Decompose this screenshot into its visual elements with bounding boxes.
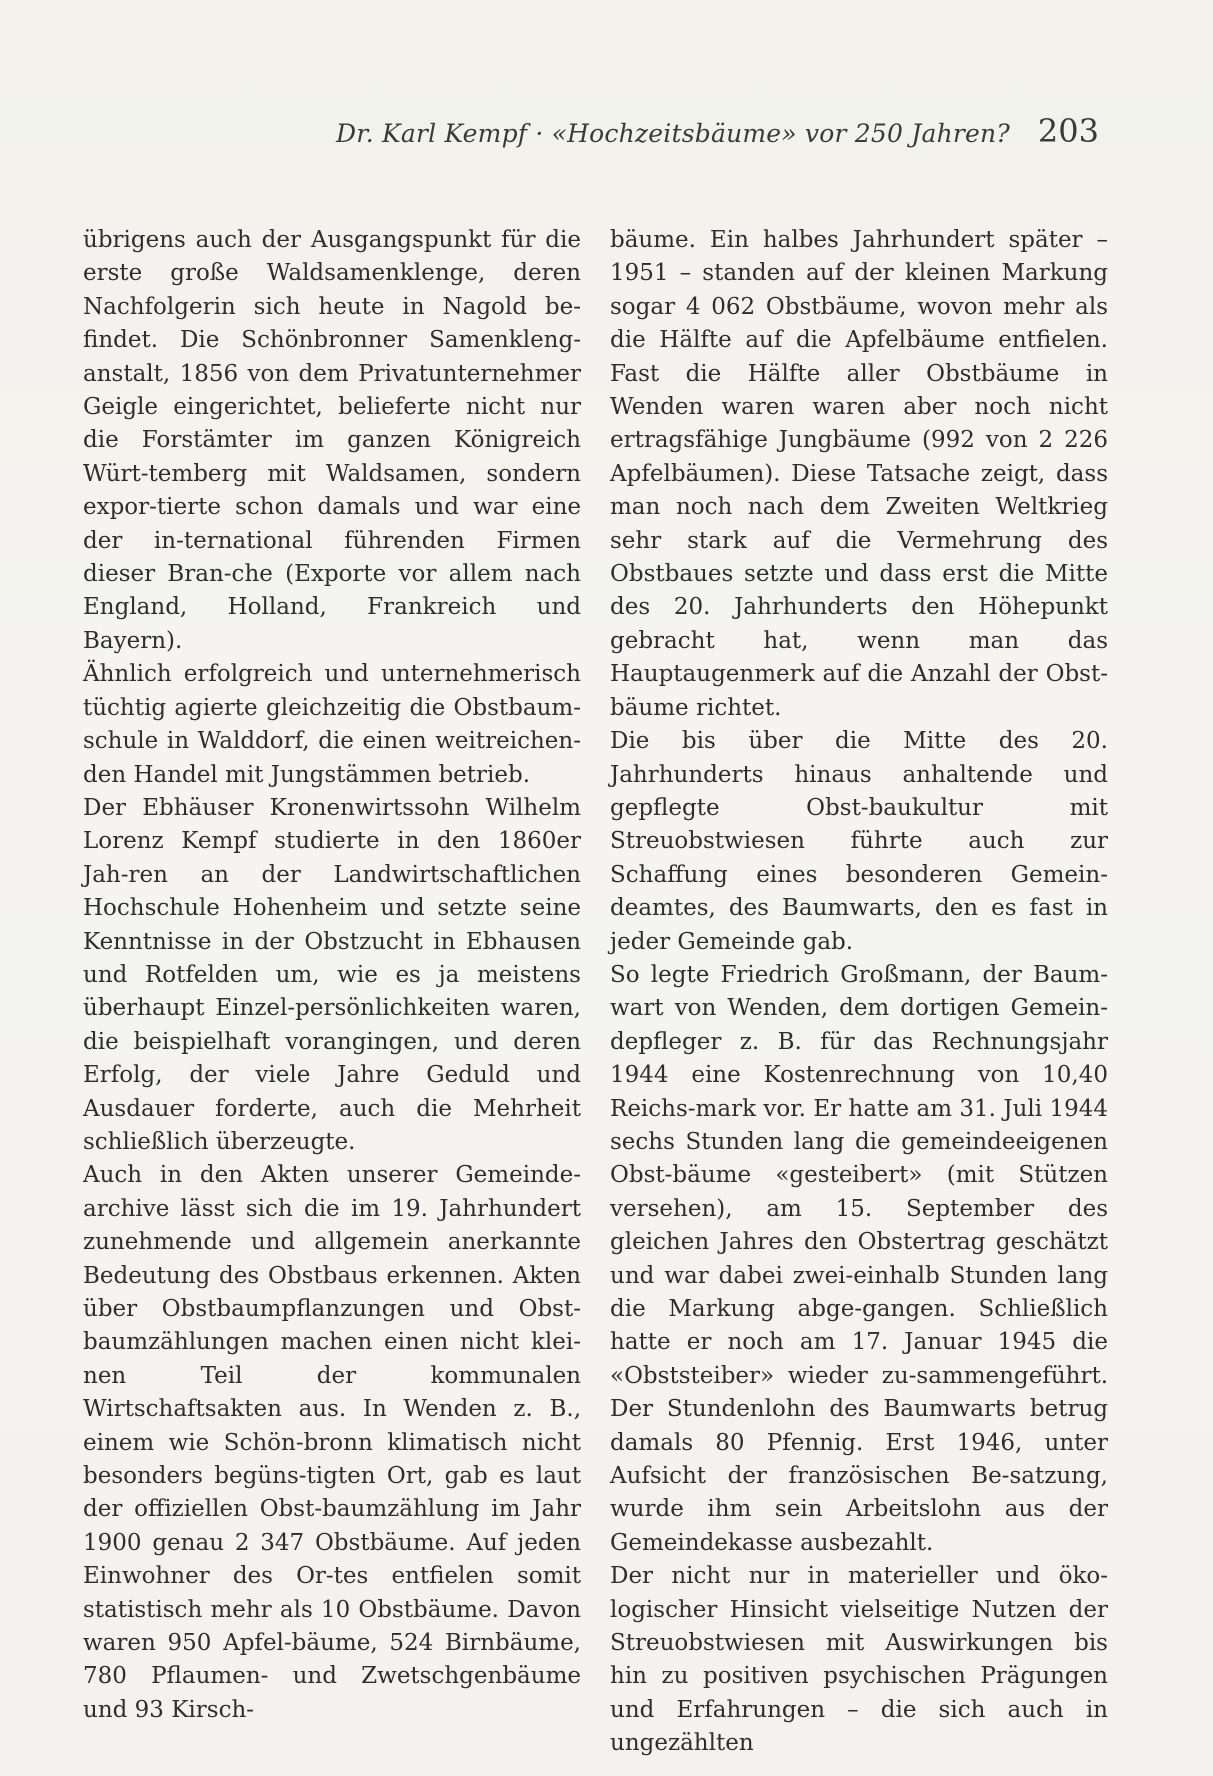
page-number: 203: [1037, 112, 1099, 150]
text-column-left: [83, 224, 581, 1723]
paragraph: Ähnlich erfolgreich und unternehmerisch tüchtig agierte gleichzeitig die Obstbaum-schule in Walddorf, die einen weitreichen-den Handel mit Jungstämmen betrieb.: [83, 661, 581, 788]
text-column-right: [610, 224, 1108, 1757]
paragraph: Der Ebhäuser Kronenwirtssohn Wilhelm Lorenz Kempf studierte in den 1860er Jah-ren an der Landwirtschaftlichen Hochschule Hohenheim und setzte seine Kenntnisse in der Obstzucht in Ebhausen und Rotfelden um, wie es ja meistens überhaupt Einzel-persönlichkeiten waren, die beispielhaft vorangingen, und deren Erfolg, der viele Jahre Geduld und Ausdauer forderte, auch die Mehrheit schließlich überzeugte.: [83, 794, 581, 1155]
paragraph: Auch in den Akten unserer Gemeinde-archive lässt sich die im 19. Jahrhundert zunehmende und allgemein anerkannte Bedeutung des Obstbaus erkennen. Akten über Obstbaumpflanzungen und Obst-baumzählungen machen einen nicht klei-nen Teil der kommunalen Wirtschaftsakten aus. In Wenden z. B., einem wie Schön-bronn klimatisch nicht besonders begüns-tigten Ort, gab es laut der offiziellen Obst-baumzählung im Jahr 1900 genau 2 347 Obstbäume. Auf jeden Einwohner des Or-tes entfielen somit statistisch mehr als 10 Obstbäume. Davon waren 950 Apfel-bäume, 524 Birnbäume, 780 Pflaumen- und Zwetschgenbäume und 93 Kirsch-: [83, 1162, 581, 1723]
paragraph: Die bis über die Mitte des 20. Jahrhunderts hinaus anhaltende und gepflegte Obst-baukultur mit Streuobstwiesen führte auch zur Schaffung eines besonderen Gemein-deamtes, des Baumwarts, den es fast in jeder Gemeinde gab.: [610, 728, 1108, 955]
paragraph: übrigens auch der Ausgangspunkt für die erste große Waldsamenklenge, deren Nachfolgerin sich heute in Nagold be-findet. Die Schönbronner Samenkleng-anstalt, 1856 von dem Privatunternehmer Geigle eingerichtet, belieferte nicht nur die Forstämter im ganzen Königreich Würt-temberg mit Waldsamen, sondern expor-tierte schon damals und war eine der in-ternational führenden Firmen dieser Bran-che (Exporte vor allem nach England, Holland, Frankreich und Bayern).: [83, 227, 581, 654]
paragraph: bäume. Ein halbes Jahrhundert später – 1951 – standen auf der kleinen Markung sogar 4 062 Obstbäume, wovon mehr als die Hälfte auf die Apfelbäume entfielen. Fast die Hälfte aller Obstbäume in Wenden waren waren aber noch nicht ertragsfähige Jungbäume (992 von 2 226 Apfelbäumen). Diese Tatsache zeigt, dass man noch nach dem Zweiten Weltkrieg sehr stark auf die Vermehrung des Obstbaues setzte und dass erst die Mitte des 20. Jahrhunderts den Höhepunkt gebracht hat, wenn man das Hauptaugenmerk auf die Anzahl der Obst-bäume richtet.: [610, 227, 1108, 721]
paragraph: So legte Friedrich Großmann, der Baum-wart von Wenden, dem dortigen Gemein-depfleger z. B. für das Rechnungsjahr 1944 eine Kostenrechnung von 10,40 Reichs-mark vor. Er hatte am 31. Juli 1944 sechs Stunden lang die gemeindeeigenen Obst-bäume «gesteibert» (mit Stützen versehen), am 15. September des gleichen Jahres den Obstertrag geschätzt und war dabei zwei-einhalb Stunden lang die Markung abge-gangen. Schließlich hatte er noch am 17. Januar 1945 die «Obststeiber» wieder zu-sammengeführt. Der Stundenlohn des Baumwarts betrug damals 80 Pfennig. Erst 1946, unter Aufsicht der französischen Be-satzung, wurde ihm sein Arbeitslohn aus der Gemeindekasse ausbezahlt.: [610, 961, 1108, 1556]
running-title: Dr. Karl Kempf · «Hochzeitsbäume» vor 250 Jahren?: [336, 119, 1010, 148]
paragraph: Der nicht nur in materieller und öko-logischer Hinsicht vielseitige Nutzen der Streuobstwiesen mit Auswirkungen bis hin zu positiven psychischen Prägungen und Erfahrungen – die sich auch in ungezählten: [610, 1563, 1108, 1757]
running-head: [300, 112, 1099, 156]
